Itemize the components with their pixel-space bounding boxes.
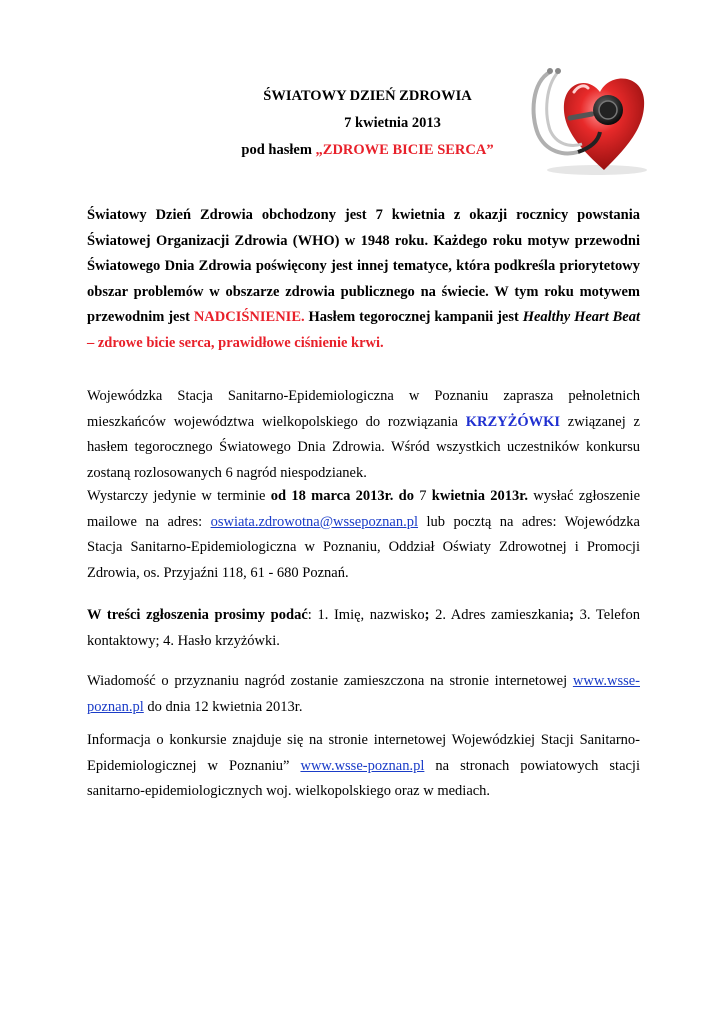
email-link[interactable]: oswiata.zdrowotna@wssepoznan.pl <box>210 513 419 530</box>
info-text-2: na stronach powiatowych stacji sanitarno-epidemiologicznych woj. wielkopolskiego oraz w mediach. <box>87 757 640 800</box>
submission-text-1: Wystarczy jedynie w terminie <box>87 488 271 504</box>
contest-text-1: Wojewódzka Stacja Sanitarno-Epidemiologiczna w Poznaniu zaprasza pełnoletnich mieszkańców województwa wielkopolskiego do rozwiązania <box>87 388 640 430</box>
contest-keyword: KRZYŻÓWKI <box>465 413 561 430</box>
intro-paragraph <box>87 203 640 357</box>
date-day: 7 <box>419 488 427 504</box>
campaign-name-pl: zdrowe bicie serca, prawidłowe ciśnienie krwi. <box>97 334 384 351</box>
intro-highlight: NADCIŚNIENIE. <box>193 309 305 326</box>
announcement-text-1: Wiadomość o przyznaniu nagród zostanie zamieszczona na stronie internetowej <box>87 673 573 689</box>
date-to: kwietnia 2013r. <box>426 488 528 504</box>
date-from: od 18 marca 2013r. do <box>270 488 414 504</box>
info-text-1: Informacja o konkursie znajduje się na stronie internetowej Wojewódzkiej Stacji Sanitarno-Epidemiologicznej w Poznaniu” <box>87 732 640 774</box>
page-title: ŚWIATOWY DZIEŃ ZDROWIA <box>263 88 472 104</box>
campaign-dash: – <box>87 334 98 351</box>
event-date: 7 kwietnia 2013 <box>344 115 441 131</box>
requirements-text-3: 3. Telefon kontaktowy; 4. Hasło krzyżówki. <box>87 607 640 649</box>
motto-text: „ZDROWE BICIE SERCA” <box>315 142 494 158</box>
submission-text-3: lub pocztą na adres: Wojewódzka Stacja Sanitarno-Epidemiologiczna w Poznaniu, Oddział Oświaty Zdrowotnej i Promocji Zdrowia, os. Przyjaźni 118, 61 - 680 Poznań. <box>87 513 640 581</box>
contest-text-2: związanej z hasłem tegorocznego Światowego Dnia Zdrowia. Wśród wszystkich uczestników konkursu zostaną rozlosowanych 6 nagród niespodzianek. <box>87 413 640 481</box>
website-link[interactable]: www.wsse-poznan.pl <box>87 673 640 715</box>
requirements-lead: W treści zgłoszenia prosimy podać <box>87 607 308 623</box>
announcement-text-2: do dnia 12 kwietnia 2013r. <box>143 698 303 715</box>
intro-text-1: Światowy Dzień Zdrowia obchodzony jest 7 kwietnia z okazji rocznicy powstania Światowej Organizacji Zdrowia (WHO) w 1948 roku. Każdego roku motyw przewodni Światowego Dnia Zdrowia poświęcony jest innej tematyce, która podkreśla priorytetowy obszar problemów w obszarze zdrowia publicznego na świecie. W tym roku motywem przewodnim jest <box>87 207 640 326</box>
submission-text-2: wysłać zgłoszenie mailowe na adres: <box>87 488 641 530</box>
requirements-text-1: : 1. Imię, nazwisko <box>307 607 425 623</box>
requirements-text-2: 2. Adres zamieszkania <box>429 607 570 623</box>
submission-paragraph <box>87 484 640 586</box>
contest-paragraph <box>87 384 640 486</box>
requirements-sep-2: ; <box>569 607 575 623</box>
heart-stethoscope-icon <box>512 52 652 177</box>
info-paragraph <box>87 728 640 805</box>
requirements-paragraph <box>87 603 640 654</box>
motto-prefix: pod hasłem <box>241 142 316 158</box>
website-link-2[interactable]: www.wsse-poznan.pl <box>300 757 425 774</box>
campaign-name: Healthy Heart Beat <box>522 309 640 326</box>
announcement-paragraph <box>87 669 640 720</box>
requirements-sep-1: ; <box>424 607 430 623</box>
intro-text-2: Hasłem tegorocznej kampanii jest <box>304 309 523 326</box>
